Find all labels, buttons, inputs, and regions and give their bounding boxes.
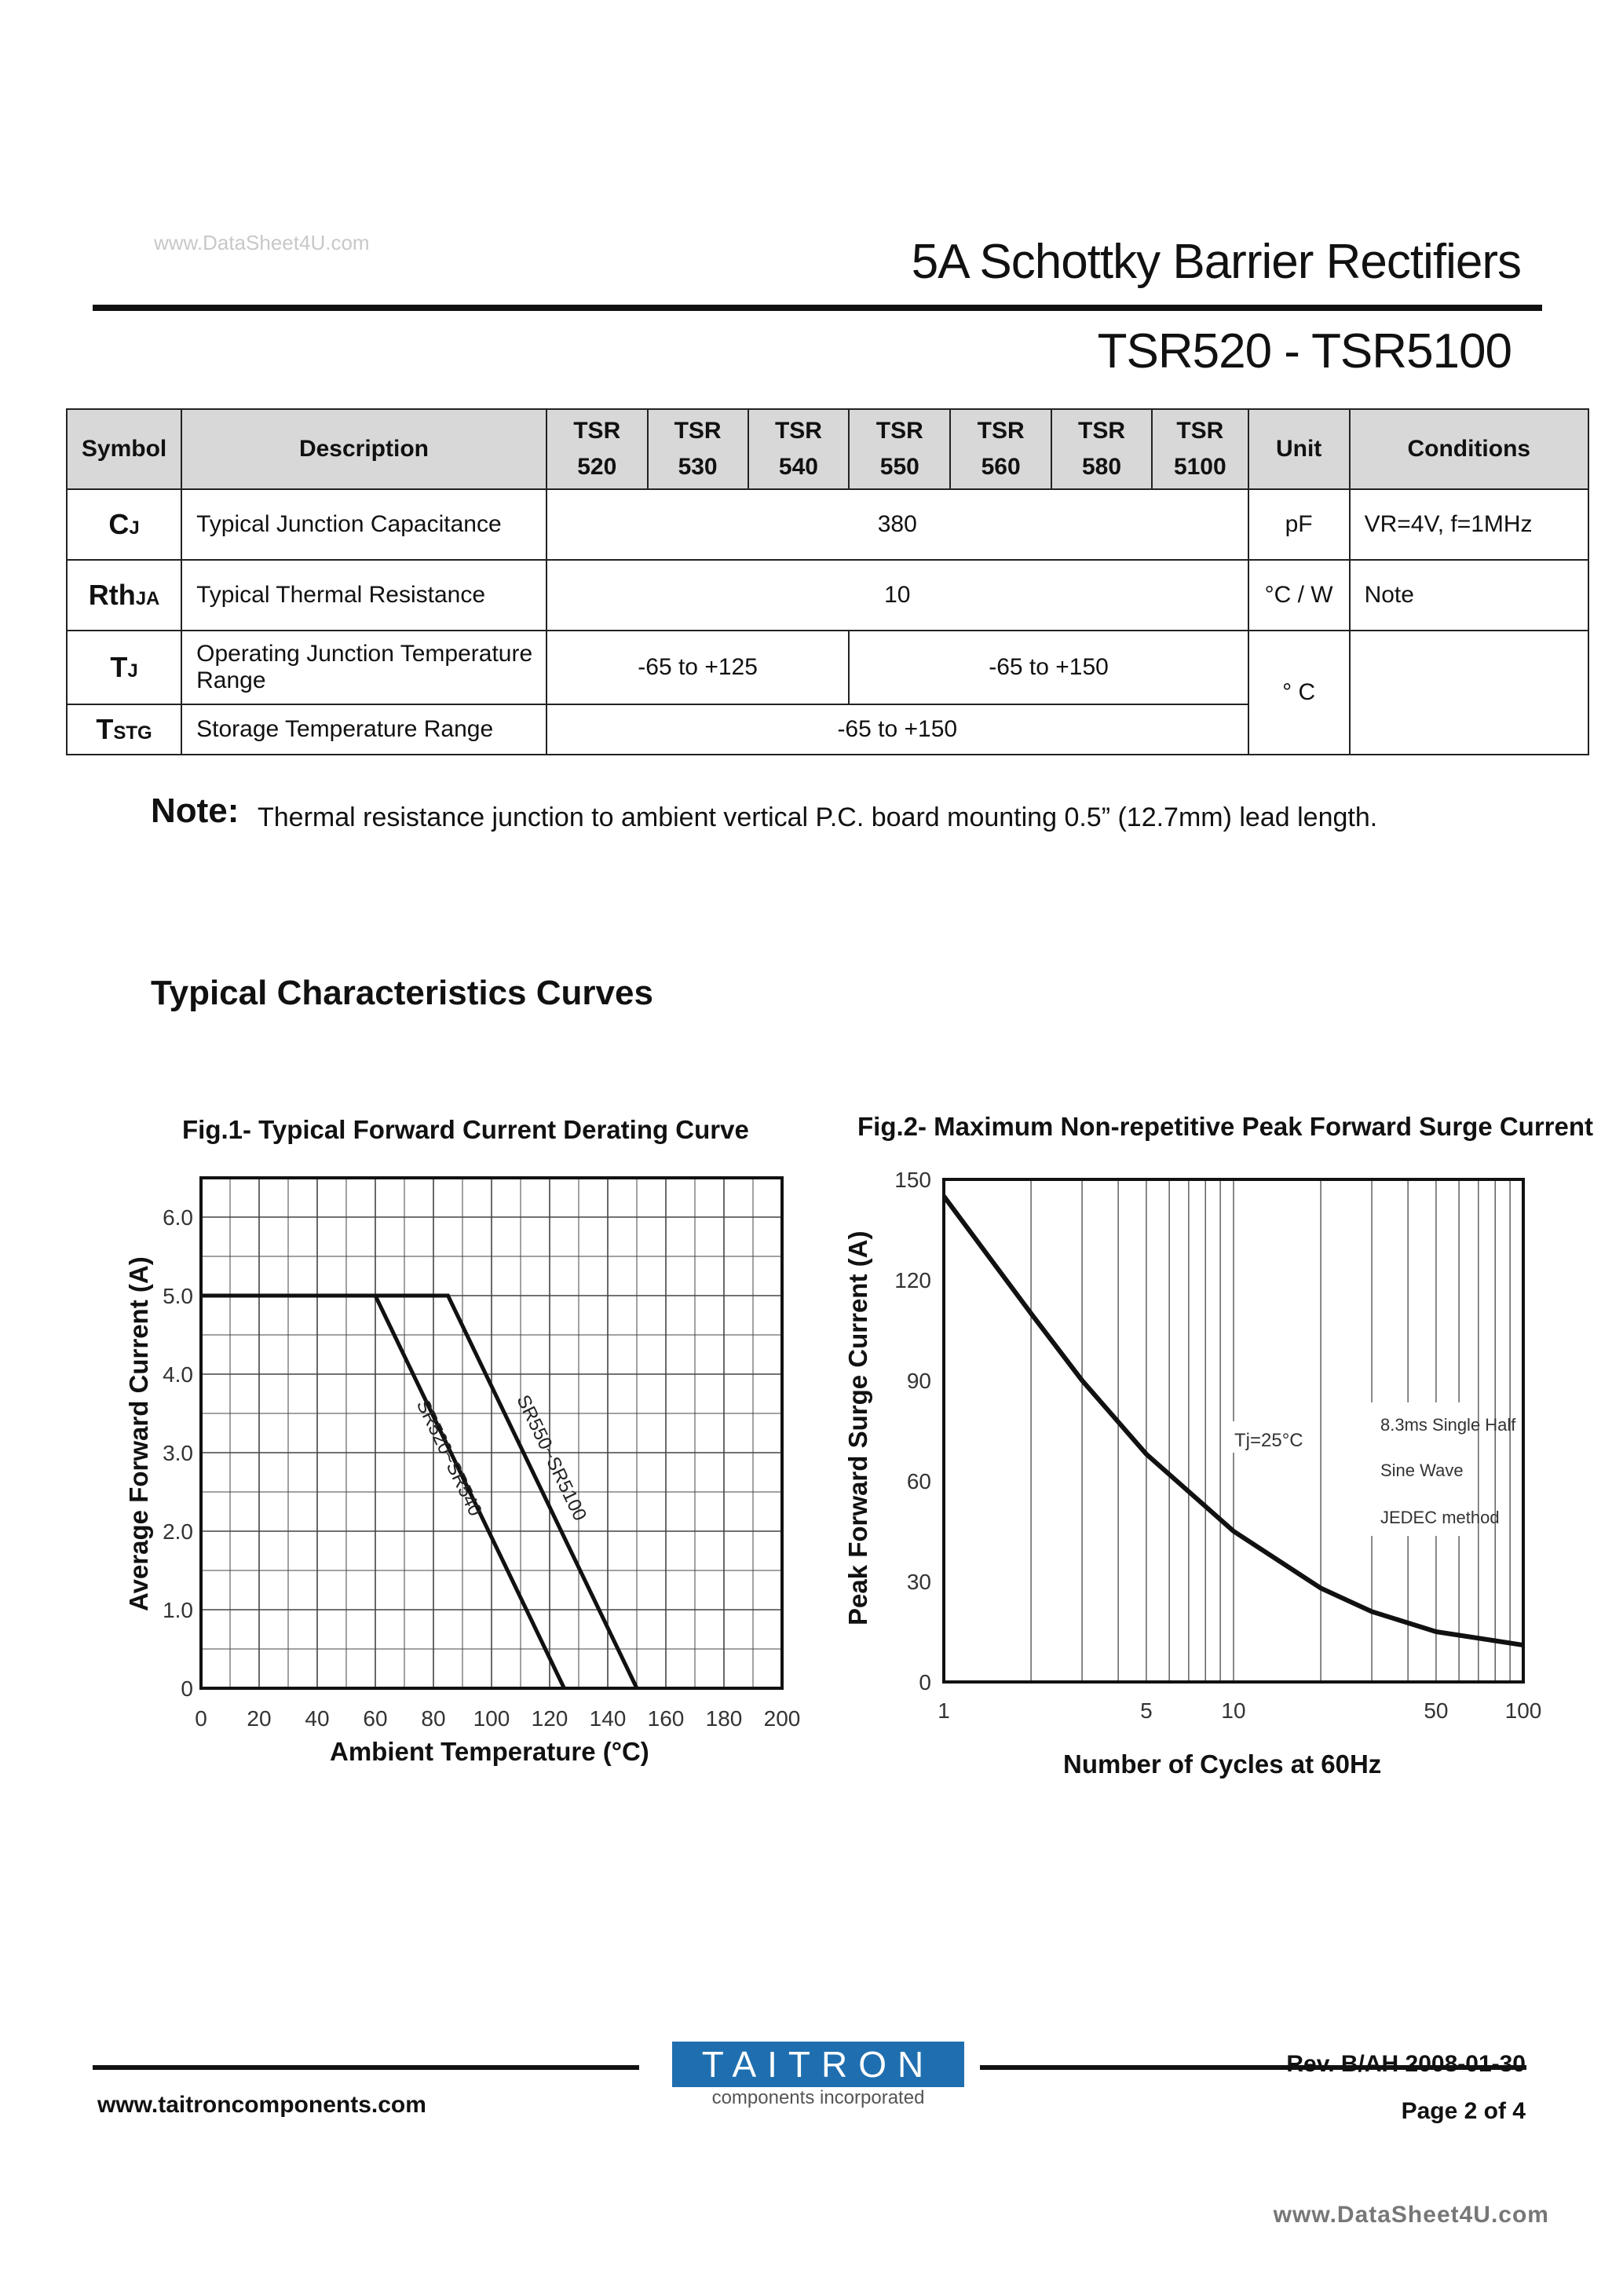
y-tick-label: 60 xyxy=(906,1469,931,1493)
y-tick-label: 0 xyxy=(181,1676,193,1701)
table-row xyxy=(67,631,1588,704)
spec-table xyxy=(66,408,1589,755)
conditions-cell: VR=4V, f=1MHz xyxy=(1350,489,1588,560)
header-part: TSR 5100 xyxy=(1152,409,1248,489)
y-tick-label: 5.0 xyxy=(163,1284,193,1308)
x-tick-label: 20 xyxy=(247,1706,272,1731)
document-title: 5A Schottky Barrier Rectifiers xyxy=(911,235,1521,289)
x-tick-label: 50 xyxy=(1424,1698,1449,1723)
value-cell: -65 to +125 xyxy=(546,631,850,704)
symbol-cell: RthJA xyxy=(67,560,181,631)
symbol-cell: TSTG xyxy=(67,704,181,755)
taitron-logo-subtitle: components incorporated xyxy=(711,2087,925,2108)
x-tick-label: 140 xyxy=(589,1706,627,1731)
y-tick-label: 90 xyxy=(906,1369,931,1393)
y-tick-label: 1.0 xyxy=(163,1598,193,1622)
x-tick-label: 10 xyxy=(1221,1698,1246,1723)
x-tick-label: 60 xyxy=(363,1706,388,1731)
description-cell: Storage Temperature Range xyxy=(181,704,546,755)
description-cell: Typical Thermal Resistance xyxy=(181,560,546,631)
x-tick-label: 200 xyxy=(763,1706,801,1731)
y-tick-label: 3.0 xyxy=(163,1441,193,1465)
table-header-row xyxy=(67,409,1588,489)
annotation-text: Sine Wave xyxy=(1380,1461,1464,1480)
y-tick-label: 120 xyxy=(894,1268,931,1292)
fig2-chart xyxy=(879,1162,1555,1743)
unit-cell: °C / W xyxy=(1248,560,1350,631)
fig1-xlabel: Ambient Temperature (°C) xyxy=(330,1737,649,1766)
x-tick-label: 80 xyxy=(421,1706,446,1731)
header-rule xyxy=(93,305,1542,311)
x-tick-label: 1 xyxy=(938,1698,950,1723)
header-description: Description xyxy=(181,409,546,489)
taitron-logo: TAITRON xyxy=(672,2042,964,2087)
x-tick-label: 180 xyxy=(705,1706,743,1731)
page-number: Page 2 of 4 xyxy=(1401,2098,1526,2124)
header-part: TSR 540 xyxy=(748,409,850,489)
x-tick-label: 5 xyxy=(1140,1698,1153,1723)
description-cell: Operating Junction Temperature Range xyxy=(181,631,546,704)
footer-rule-left xyxy=(93,2065,639,2070)
table-row xyxy=(67,560,1588,631)
header-conditions: Conditions xyxy=(1350,409,1588,489)
revision: Rev. B/AH 2008-01-30 xyxy=(1286,2051,1526,2077)
unit-cell: pF xyxy=(1248,489,1350,560)
x-tick-label: 120 xyxy=(531,1706,568,1731)
header-symbol: Symbol xyxy=(67,409,181,489)
x-tick-label: 100 xyxy=(473,1706,510,1731)
x-tick-label: 40 xyxy=(305,1706,330,1731)
conditions-cell xyxy=(1350,631,1588,755)
section-title: Typical Characteristics Curves xyxy=(151,974,653,1012)
y-tick-label: 30 xyxy=(906,1570,931,1594)
fig1-title: Fig.1- Typical Forward Current Derating Curve xyxy=(182,1115,749,1144)
conditions-cell: Note xyxy=(1350,560,1588,631)
fig1-chart xyxy=(157,1162,817,1743)
description-cell: Typical Junction Capacitance xyxy=(181,489,546,560)
annotation-text: JEDEC method xyxy=(1380,1508,1500,1527)
x-tick-label: 100 xyxy=(1504,1698,1542,1723)
symbol-cell: CJ xyxy=(67,489,181,560)
value-cell: -65 to +150 xyxy=(849,631,1248,704)
note-text: Thermal resistance junction to ambient vertical P.C. board mounting 0.5” (12.7mm) lead length. xyxy=(258,803,1378,832)
footer-url[interactable]: www.taitroncomponents.com xyxy=(97,2092,426,2118)
value-cell: 380 xyxy=(546,489,1248,560)
annotation-text: 8.3ms Single Half xyxy=(1380,1415,1516,1435)
y-tick-label: 4.0 xyxy=(163,1362,193,1387)
annotation-tj: Tj=25°C xyxy=(1234,1430,1303,1451)
y-tick-label: 2.0 xyxy=(163,1519,193,1544)
fig2-title: Fig.2- Maximum Non-repetitive Peak Forward Surge Current xyxy=(857,1112,1594,1141)
unit-cell: ° C xyxy=(1248,631,1350,755)
y-tick-label: 0 xyxy=(919,1670,931,1695)
y-tick-label: 6.0 xyxy=(163,1205,193,1230)
table-row xyxy=(67,489,1588,560)
value-cell: 10 xyxy=(546,560,1248,631)
x-tick-label: 0 xyxy=(195,1706,207,1731)
watermark-top: www.DataSheet4U.com xyxy=(154,231,370,254)
watermark-bottom: www.DataSheet4U.com xyxy=(1273,2202,1549,2228)
note-label: Note: xyxy=(151,792,239,830)
x-tick-label: 160 xyxy=(647,1706,685,1731)
symbol-cell: TJ xyxy=(67,631,181,704)
part-range: TSR520 - TSR5100 xyxy=(1097,324,1512,378)
y-tick-label: 150 xyxy=(894,1168,931,1192)
fig2-ylabel: Peak Forward Surge Current (A) xyxy=(843,1230,872,1625)
value-cell: -65 to +150 xyxy=(546,704,1248,755)
header-part: TSR 520 xyxy=(546,409,648,489)
series-label: SR550~SR5100 xyxy=(512,1391,591,1525)
header-part: TSR 550 xyxy=(849,409,950,489)
header-part: TSR 580 xyxy=(1051,409,1152,489)
header-part: TSR 530 xyxy=(648,409,748,489)
header-unit: Unit xyxy=(1248,409,1350,489)
header-part: TSR 560 xyxy=(950,409,1051,489)
series-label: SR520~SR540 xyxy=(411,1396,486,1520)
fig1-ylabel: Average Forward Current (A) xyxy=(124,1256,153,1611)
fig2-xlabel: Number of Cycles at 60Hz xyxy=(1063,1749,1382,1779)
